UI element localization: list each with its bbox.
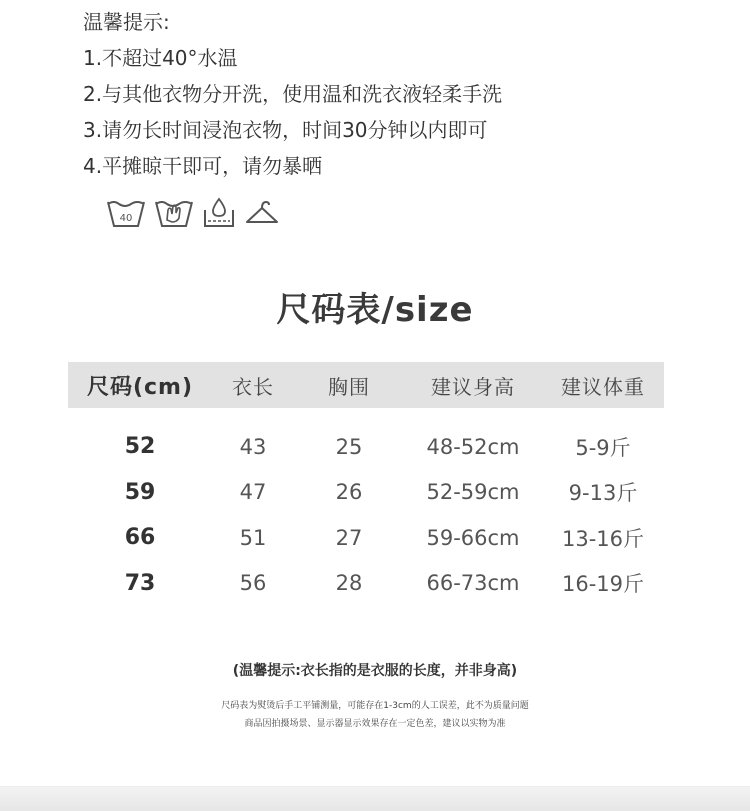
hand-wash-icon: [154, 196, 194, 230]
care-line-2: 2.与其他衣物分开洗，使用温和洗衣液轻柔手洗: [83, 82, 503, 106]
cell-chest: 26: [335, 480, 363, 505]
care-line-3: 3.请勿长时间浸泡衣物，时间30分钟以内即可: [83, 118, 488, 142]
cell-weight: 5-9斤: [575, 435, 631, 460]
table-header: [68, 362, 664, 408]
cell-size: 52: [124, 434, 156, 460]
hang-dry-icon: [244, 196, 280, 230]
color-disclaimer: 商品因拍摄场景、显示器显示效果存在一定色差，建议以实物为准: [244, 719, 506, 729]
table-row: [68, 424, 664, 470]
header-chest: 胸围: [328, 374, 370, 399]
cell-height: 59-66cm: [426, 525, 520, 550]
care-icons: [106, 196, 280, 230]
size-table: [68, 362, 664, 606]
wash-temp-label: 40: [119, 213, 133, 224]
cell-weight: 9-13斤: [568, 481, 638, 506]
header-size: 尺码(cm): [86, 374, 194, 400]
cell-weight: 16-19斤: [561, 572, 645, 597]
cell-length: 43: [239, 434, 267, 459]
care-title: 温馨提示:: [83, 10, 170, 34]
header-height: 建议身高: [431, 374, 515, 399]
cell-length: 51: [239, 525, 267, 550]
cell-chest: 27: [335, 525, 363, 550]
cell-length: 56: [239, 571, 267, 596]
cell-height: 48-52cm: [426, 434, 520, 459]
header-weight: 建议体重: [561, 374, 645, 399]
table-row: [68, 561, 664, 607]
cell-weight: 13-16斤: [561, 526, 645, 551]
size-chart-title: 尺码表/size: [276, 290, 474, 330]
length-note: (温馨提示:衣长指的是衣服的长度，并非身高): [232, 663, 518, 679]
cell-size: 59: [124, 479, 156, 505]
cell-size: 66: [124, 525, 156, 551]
table-body: [68, 408, 664, 606]
cell-chest: 28: [335, 571, 363, 596]
cell-size: 73: [124, 570, 156, 596]
measurement-disclaimer: 尺码表为熨烫后手工平铺测量，可能存在1-3cm的人工误差，此不为质量问题: [221, 701, 529, 711]
table-row: [68, 470, 664, 516]
cell-height: 66-73cm: [426, 571, 520, 596]
cell-length: 47: [239, 480, 267, 505]
bottom-divider: [0, 786, 750, 811]
table-row: [68, 515, 664, 561]
no-bleach-icon: [202, 196, 236, 230]
care-line-4: 4.平摊晾干即可，请勿暴晒: [83, 154, 323, 178]
wash-40-icon: [106, 196, 146, 230]
cell-height: 52-59cm: [426, 480, 520, 505]
care-instructions: [83, 4, 502, 184]
cell-chest: 25: [335, 434, 363, 459]
header-length: 衣长: [232, 374, 274, 399]
care-line-1: 1.不超过40°水温: [83, 46, 238, 70]
